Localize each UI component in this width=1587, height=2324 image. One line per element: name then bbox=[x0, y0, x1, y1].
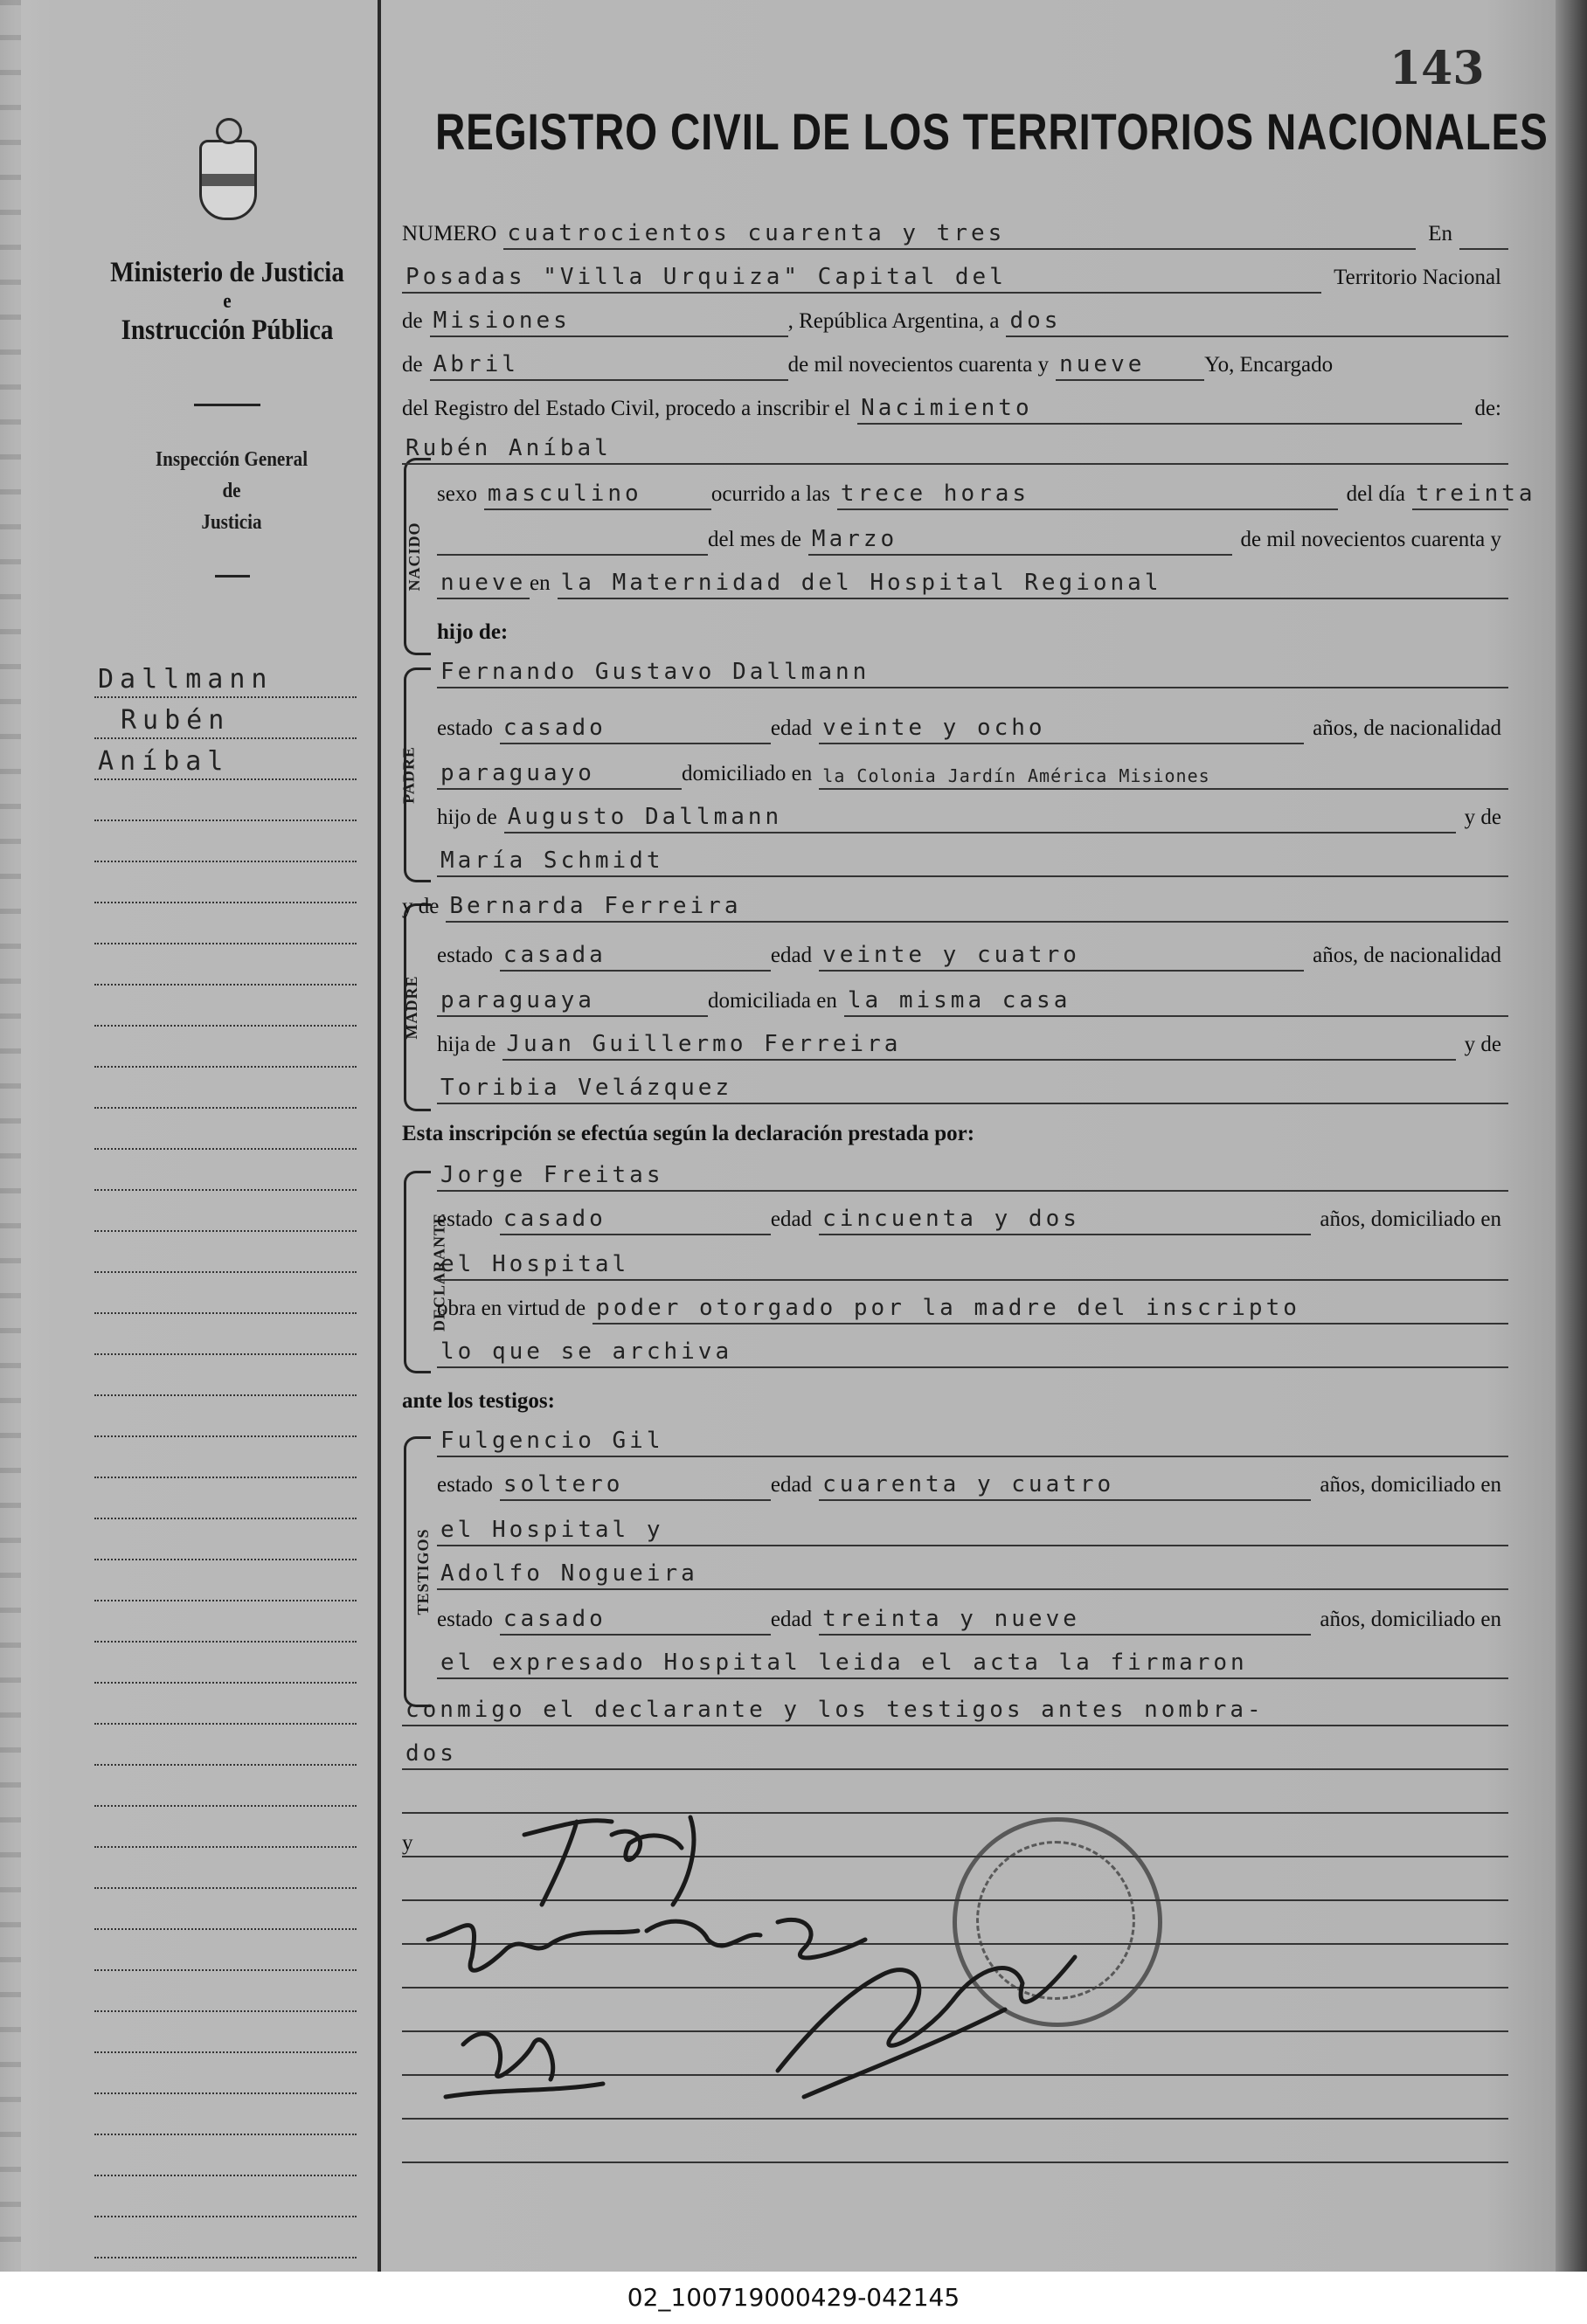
row-padre-estado: estado casado edad veinte y ocho años, de nacionalidad bbox=[437, 704, 1508, 744]
margin-line bbox=[94, 1807, 357, 1848]
lugar-nacimiento-value: la Maternidad del Hospital Regional bbox=[558, 570, 1508, 599]
abuela-materna-value: Toribia Velázquez bbox=[437, 1075, 1508, 1104]
margin-line bbox=[94, 1519, 357, 1560]
signatures bbox=[411, 1782, 1180, 2149]
page-number: 143 bbox=[1389, 42, 1485, 95]
margin-line bbox=[94, 1068, 357, 1109]
coat-of-arms-icon bbox=[199, 140, 257, 220]
form-title: REGISTRO CIVIL DE LOS TERRITORIOS NACIONALES bbox=[435, 104, 1549, 161]
declarante-nombre-value: Jorge Freitas bbox=[437, 1162, 1508, 1192]
signature-encargado bbox=[778, 1957, 1075, 2097]
mes-inscripcion-value: Abril bbox=[430, 351, 788, 381]
signature-testigo1 bbox=[428, 1919, 865, 1970]
margin-line bbox=[94, 986, 357, 1027]
section-padre: PADRE bbox=[404, 667, 431, 882]
testigo2-nombre-value: Adolfo Nogueira bbox=[437, 1560, 1508, 1590]
margin-line bbox=[94, 1355, 357, 1396]
abuela-paterna-value: María Schmidt bbox=[437, 847, 1508, 877]
row-lugar: Posadas "Villa Urquiza" Capital del Territorio Nacional bbox=[402, 253, 1508, 294]
book-spine bbox=[1556, 0, 1587, 2272]
row-testigo2-domicilio bbox=[437, 1639, 1508, 1679]
divider bbox=[215, 575, 250, 578]
margin-line bbox=[94, 1314, 357, 1355]
anio-value: nueve bbox=[437, 570, 530, 599]
margin-second-name: Aníbal bbox=[98, 746, 230, 777]
blank-line bbox=[402, 2161, 1508, 2163]
margin-line bbox=[94, 903, 357, 944]
margin-line bbox=[94, 1643, 357, 1684]
margin-line bbox=[94, 821, 357, 862]
cierre1-value: conmigo el declarante y los testigos antes nombra- bbox=[402, 1697, 1508, 1726]
obra2-value: lo que se archiva bbox=[437, 1338, 1508, 1368]
margin-line bbox=[94, 1889, 357, 1930]
acto-value: Nacimiento bbox=[857, 395, 1462, 425]
margin-line bbox=[94, 1848, 357, 1889]
section-testigos: TESTIGOS bbox=[404, 1436, 431, 1707]
margin-line bbox=[94, 2176, 357, 2217]
binding-edge bbox=[0, 0, 21, 2272]
margin-first-name: Rubén bbox=[121, 705, 231, 736]
margin-line bbox=[94, 780, 357, 821]
row-abuelo-paterno: hijo de Augusto Dallmann y de bbox=[437, 793, 1508, 833]
madre-edad-value: veinte y cuatro bbox=[819, 942, 1304, 972]
obra-value: poder otorgado por la madre del inscripto bbox=[593, 1295, 1508, 1325]
section-nacido: NACIDO bbox=[404, 458, 431, 655]
cierre2-value: dos bbox=[402, 1740, 1508, 1770]
margin-line bbox=[94, 862, 357, 903]
row-madre-domicilio: paraguaya domiciliada en la misma casa bbox=[437, 977, 1508, 1017]
row-declaracion: Esta inscripción se efectúa según la declaración prestada por: bbox=[402, 1122, 975, 1145]
row-abuelo-materno: hija de Juan Guillermo Ferreira y de bbox=[437, 1020, 1508, 1061]
row-testigo1-estado: estado soltero edad cuarenta y cuatro años, domiciliado en bbox=[437, 1461, 1508, 1501]
madre-nombre-value: Bernarda Ferreira bbox=[446, 893, 1508, 923]
margin-line bbox=[94, 1150, 357, 1191]
row-sexo: sexo masculino ocurrido a las trece horas del día treinta bbox=[437, 470, 1508, 510]
row-testigo1-domicilio bbox=[437, 1506, 1508, 1546]
row-cierre2 bbox=[402, 1730, 1508, 1770]
padre-estado-value: casado bbox=[500, 715, 771, 744]
padre-edad-value: veinte y ocho bbox=[819, 715, 1304, 744]
row-hijo: hijo de: bbox=[437, 620, 509, 644]
testigo2-edad-value: treinta y nueve bbox=[819, 1606, 1311, 1636]
margin-line bbox=[94, 1437, 357, 1478]
margin-line bbox=[94, 2094, 357, 2135]
margin-line bbox=[94, 2053, 357, 2094]
row-mes: del mes de Marzo de mil novecientos cuarenta y bbox=[437, 515, 1508, 556]
row-declarante-nombre bbox=[437, 1152, 1508, 1192]
margin-line bbox=[94, 1191, 357, 1232]
margin-line bbox=[94, 2012, 357, 2053]
margin-surname: Dallmann bbox=[98, 664, 274, 695]
margin-line bbox=[94, 1601, 357, 1643]
row-acto: del Registro del Estado Civil, procedo a inscribir el Nacimiento de: bbox=[402, 384, 1508, 425]
signature-declarante bbox=[524, 1817, 694, 1905]
row-testigo1-nombre bbox=[437, 1417, 1508, 1457]
madre-estado-value: casada bbox=[500, 942, 771, 972]
margin-line bbox=[94, 1766, 357, 1807]
testigo1-edad-value: cuarenta y cuatro bbox=[819, 1471, 1311, 1501]
margin-line bbox=[94, 1109, 357, 1150]
margin-line bbox=[94, 1027, 357, 1068]
row-y: y bbox=[402, 1831, 413, 1855]
margin-line bbox=[94, 1232, 357, 1273]
declarante-edad-value: cincuenta y dos bbox=[819, 1206, 1311, 1235]
row-padre-nombre bbox=[437, 648, 1508, 688]
margin-line bbox=[94, 1684, 357, 1725]
row-territorio: de Misiones , República Argentina, a dos bbox=[402, 297, 1508, 337]
row-fecha-inscripcion: de Abril de mil novecientos cuarenta y nueve Yo, Encargado bbox=[402, 341, 1508, 381]
divider bbox=[194, 404, 260, 406]
row-declarante-estado: estado casado edad cincuenta y dos años, domiciliado en bbox=[437, 1195, 1508, 1235]
dia-inscripcion-value: dos bbox=[1006, 308, 1508, 337]
abuelo-materno-value: Juan Guillermo Ferreira bbox=[502, 1031, 1455, 1061]
padre-nacionalidad-value: paraguayo bbox=[437, 760, 682, 790]
testigo2-domicilio-value: el expresado Hospital leida el acta la firmaron bbox=[437, 1650, 1508, 1679]
margin-line bbox=[94, 698, 357, 739]
madre-nacionalidad-value: paraguaya bbox=[437, 987, 708, 1017]
margin-line bbox=[94, 944, 357, 986]
margin-line bbox=[94, 1725, 357, 1766]
testigo1-domicilio-value: el Hospital y bbox=[437, 1517, 1508, 1546]
hora-value: trece horas bbox=[837, 481, 1338, 510]
row-obra: obra en virtud de poder otorgado por la madre del inscripto bbox=[437, 1284, 1508, 1325]
signature-testigo2 bbox=[446, 2034, 603, 2097]
margin-line bbox=[94, 739, 357, 780]
dia-value: treinta bbox=[1412, 481, 1508, 510]
margin-line bbox=[94, 2135, 357, 2176]
declarante-domicilio-value: el Hospital bbox=[437, 1251, 1508, 1281]
row-padre-domicilio: paraguayo domiciliado en la Colonia Jardín América Misiones bbox=[437, 750, 1508, 790]
section-madre: MADRE bbox=[404, 903, 431, 1111]
row-declarante-domicilio bbox=[437, 1241, 1508, 1281]
row-madre-estado: estado casada edad veinte y cuatro años, de nacionalidad bbox=[437, 931, 1508, 972]
ministry-heading: Ministerio de Justicia e Instrucción Pública bbox=[110, 257, 344, 346]
row-testigo2-nombre bbox=[437, 1550, 1508, 1590]
row-testigo2-estado: estado casado edad treinta y nueve años, domiciliado en bbox=[437, 1595, 1508, 1636]
row-lugar-nacimiento: nueve en la Maternidad del Hospital Regional bbox=[437, 559, 1508, 599]
margin-line bbox=[94, 1971, 357, 2012]
abuelo-paterno-value: Augusto Dallmann bbox=[504, 804, 1456, 833]
row-numero: NUMERO cuatrocientos cuarenta y tres En bbox=[402, 210, 1508, 250]
row-ante: ante los testigos: bbox=[402, 1389, 555, 1413]
image-id-caption: 02_100719000429-042145 bbox=[0, 2272, 1587, 2324]
testigo1-nombre-value: Fulgencio Gil bbox=[437, 1428, 1508, 1457]
nombre-value: Rubén Aníbal bbox=[402, 435, 1508, 465]
margin-line bbox=[94, 657, 357, 698]
margin-notes bbox=[94, 657, 357, 2258]
margin-line bbox=[94, 1478, 357, 1519]
sexo-value: masculino bbox=[484, 481, 711, 510]
testigo2-estado-value: casado bbox=[500, 1606, 771, 1636]
margin-line bbox=[94, 1560, 357, 1601]
margin-line bbox=[94, 1273, 357, 1314]
mes-value: Marzo bbox=[808, 526, 1232, 556]
margin-line bbox=[94, 1930, 357, 1971]
territorio-value: Misiones bbox=[430, 308, 788, 337]
margin-divider bbox=[378, 0, 381, 2272]
margin-line bbox=[94, 1396, 357, 1437]
row-abuela-paterna bbox=[437, 837, 1508, 877]
row-obra2 bbox=[437, 1328, 1508, 1368]
row-cierre1 bbox=[402, 1686, 1508, 1726]
section-declarante: DECLARANTE bbox=[404, 1171, 431, 1373]
anio-inscripcion-value: nueve bbox=[1056, 351, 1204, 381]
row-madre-nombre: y de Bernarda Ferreira bbox=[402, 882, 1508, 923]
madre-domicilio-value: la misma casa bbox=[844, 987, 1508, 1017]
padre-domicilio-value: la Colonia Jardín América Misiones bbox=[819, 765, 1508, 790]
testigo1-estado-value: soltero bbox=[500, 1471, 771, 1501]
row-abuela-materna bbox=[437, 1064, 1508, 1104]
numero-value: cuatrocientos cuarenta y tres bbox=[503, 220, 1416, 250]
margin-line bbox=[94, 2217, 357, 2258]
lugar-value: Posadas "Villa Urquiza" Capital del bbox=[402, 264, 1321, 294]
declarante-estado-value: casado bbox=[500, 1206, 771, 1235]
inspection-heading: Inspección General de Justicia bbox=[155, 448, 308, 534]
row-nombre bbox=[402, 425, 1508, 465]
padre-nombre-value: Fernando Gustavo Dallmann bbox=[437, 659, 1508, 688]
